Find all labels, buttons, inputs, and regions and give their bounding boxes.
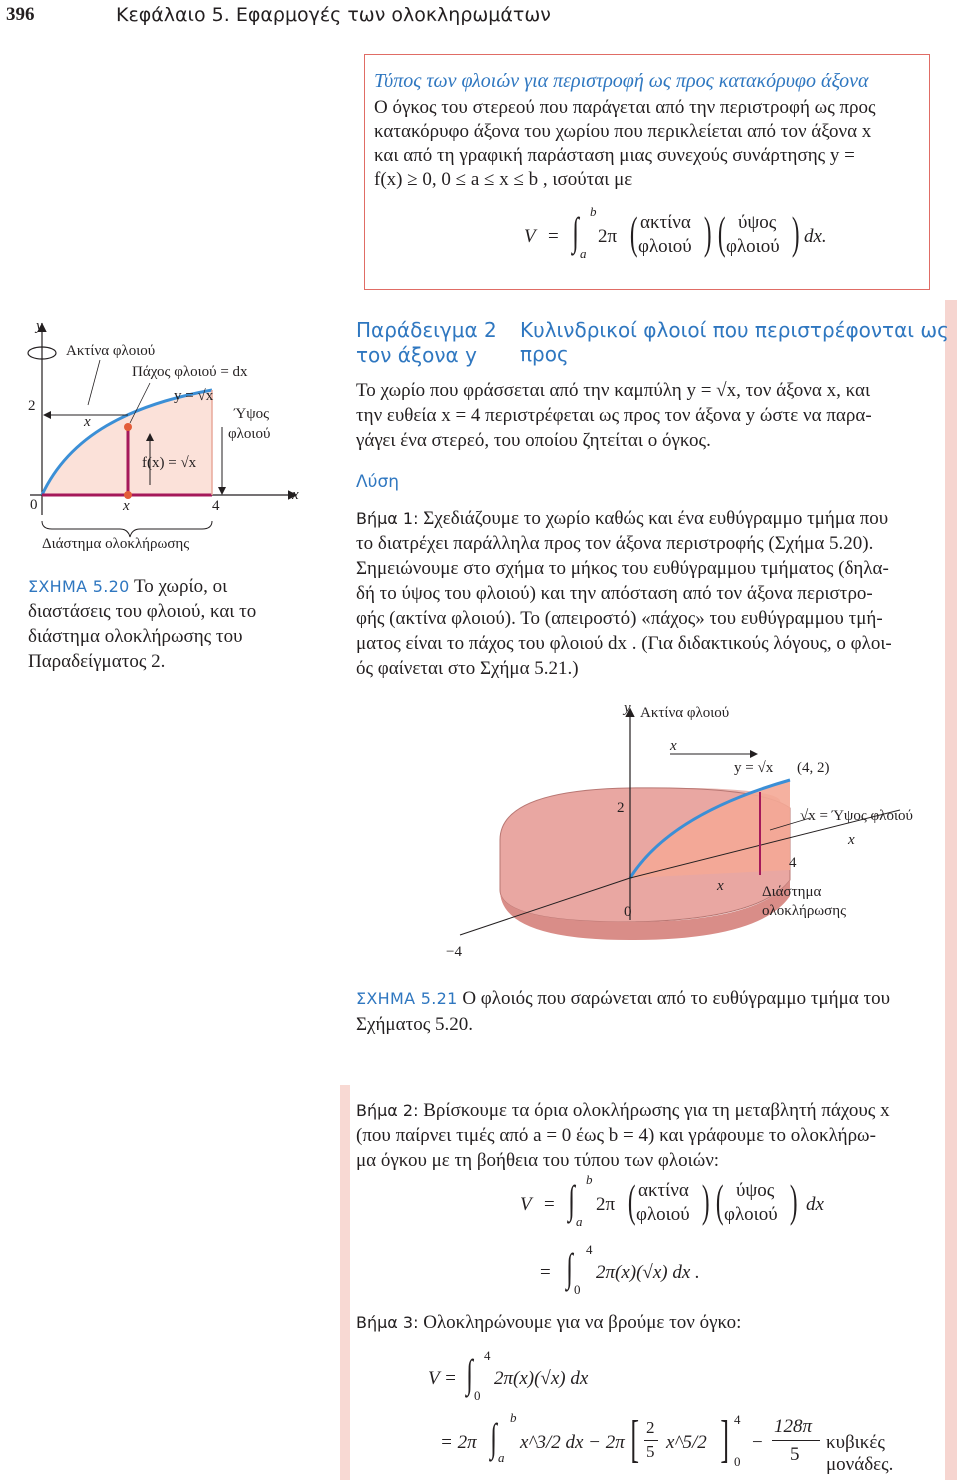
- fig520-zero: 0: [30, 497, 38, 513]
- paren-close: ): [791, 207, 800, 258]
- formula-tail: dx: [806, 1194, 824, 1215]
- fig520-height-label-b: φλοιού: [228, 426, 271, 442]
- step1-line: ός φαίνεται στο Σχήμα 5.21.): [356, 658, 579, 679]
- integral-sign: ∫: [490, 1415, 497, 1460]
- fraction-numerator: 2: [646, 1418, 655, 1437]
- formula-eq: =: [540, 1262, 551, 1283]
- paren-close: ): [789, 1175, 798, 1226]
- fig521-height-label: √x = Ύψος φλοιού: [800, 808, 913, 824]
- step1-line: το διατρέχει παράλληλα προς τον άξονα περιστροφής (Σχήμα 5.20).: [356, 533, 874, 554]
- integral-upper: b: [586, 1172, 593, 1187]
- integral-upper: 4: [484, 1348, 491, 1363]
- integral-sign: ∫: [466, 1351, 473, 1396]
- fig521-minus-four: −4: [446, 944, 462, 960]
- fig520-fx-label: f(x) = √x: [142, 455, 197, 471]
- integral-upper: b: [590, 204, 597, 219]
- formula-eq: =: [548, 226, 559, 247]
- fig521-two: 2: [617, 800, 625, 816]
- step1-block: [356, 506, 946, 681]
- radius-leader: [88, 360, 100, 405]
- figure-5-20: [0, 315, 330, 555]
- bracket-lower: 0: [734, 1454, 741, 1469]
- fig521-four: 4: [789, 855, 797, 871]
- formula-tail: dx.: [804, 226, 827, 247]
- fig520-y-label: y: [36, 318, 43, 334]
- step2-block: [356, 1098, 946, 1173]
- running-head: Κεφάλαιο 5. Εφαρμογές των ολοκληρωμάτων: [116, 4, 551, 26]
- integral-sign: ∫: [572, 209, 579, 254]
- fig521-y-label: y: [624, 700, 631, 716]
- paren-close: ): [701, 1175, 710, 1226]
- factor: 2π: [596, 1194, 616, 1215]
- integral-upper: 4: [586, 1242, 593, 1257]
- height-bottom: φλοιού: [724, 1204, 778, 1225]
- box-line: Ο όγκος του στερεού που παράγεται από την περιστροφή ως προς: [374, 97, 876, 118]
- height-top: ύψος: [738, 212, 777, 233]
- example-heading: Παράδειγμα 2: [356, 318, 497, 342]
- fig520-x-axis-label: x: [292, 487, 299, 503]
- power-term: x^5/2: [666, 1432, 707, 1453]
- step1-line: φής (ακτίνα φλοιού). Το (απειροστό) «πάχος» του ευθύγραμμου τμή-: [356, 608, 883, 629]
- box-title: Τύπος των φλοιών για περιστροφή ως προς κατακόρυφο άξονα: [374, 70, 869, 92]
- fig521-radius-label: Ακτίνα φλοιού: [640, 705, 730, 721]
- step3-formula-1: [428, 1348, 728, 1406]
- box-formula: [520, 204, 920, 276]
- bracket-upper: 4: [734, 1412, 741, 1427]
- result-numerator: 128π: [774, 1416, 813, 1437]
- step2-formula-2: [540, 1242, 840, 1300]
- fig520-four: 4: [212, 498, 220, 514]
- step3-block: [356, 1310, 946, 1335]
- formula-eq: =: [544, 1194, 555, 1215]
- integral-sign: ∫: [568, 1177, 575, 1222]
- fraction-bar: [644, 1440, 658, 1441]
- fig520-caption-text: διαστάσεις του φλοιού, και το: [28, 601, 257, 622]
- integral-upper: b: [510, 1410, 517, 1425]
- fraction-denominator: 5: [646, 1442, 655, 1461]
- step3-formula-2: [440, 1410, 940, 1475]
- step1-line: Σημειώνουμε στο σχήμα το μήκος του ευθύγραμμου τμήματος (δηλα-: [356, 558, 889, 579]
- figure-5-21: [430, 700, 930, 970]
- step2-line: Βρίσκουμε τα όρια ολοκλήρωσης για τη μεταβλητή πάχους x: [423, 1100, 890, 1121]
- radius-top: ακτίνα: [640, 212, 691, 233]
- step2-line: μα όγκου με τη βοήθεια του τύπου των φλοιών:: [356, 1150, 720, 1171]
- step1-label: Βήμα 1:: [356, 509, 419, 528]
- radius-bottom: φλοιού: [636, 1204, 690, 1225]
- fig521-curve-label: y = √x: [734, 760, 774, 776]
- statement-line: Το χωρίο που φράσσεται από την καμπύλη y = √x, τον άξονα x, και: [356, 380, 871, 401]
- factor: 2π: [598, 226, 618, 247]
- fig520-x-tick: x: [123, 498, 130, 514]
- result-bar: [772, 1440, 820, 1441]
- statement-line: γάγει ένα στερεό, του οποίου ζητείται ο όγκος.: [356, 430, 711, 451]
- fig521-x-bottom: x: [717, 878, 724, 894]
- fig520-x-mark: x: [84, 414, 91, 430]
- bracket-open: [: [630, 1411, 639, 1468]
- height-bottom: φλοιού: [726, 236, 780, 257]
- paren-open: (: [715, 1175, 724, 1226]
- box-line: κατακόρυφο άξονα του χωρίου που περικλείεται από τον άξονα x: [374, 121, 872, 142]
- fig520-radius-label: Ακτίνα φλοιού: [66, 343, 156, 359]
- fig520-caption-text: Το χωρίο, οι: [133, 576, 228, 597]
- step1-line: ματος είναι το πάχος του φλοιού dx . (Για διδακτικούς λόγους, ο φλοι-: [356, 633, 892, 654]
- fig520-thickness-label: Πάχος φλοιού = dx: [132, 364, 248, 380]
- interval-brace: [42, 521, 212, 537]
- fig521-x-right: x: [848, 832, 855, 848]
- formula-lhs: V: [520, 1194, 532, 1215]
- integral-lower: a: [498, 1450, 505, 1465]
- result-denominator: 5: [790, 1444, 800, 1465]
- fig521-x-top: x: [670, 738, 677, 754]
- formula-body: 2π(x)(√x) dx: [494, 1368, 589, 1389]
- radius-bottom: φλοιού: [638, 236, 692, 257]
- integral-sign: ∫: [566, 1245, 573, 1290]
- formula-lhs: V =: [428, 1368, 457, 1389]
- statement-line: την ευθεία x = 4 περιστρέφεται ως προς τον άξονα y ώστε να παρα-: [356, 405, 872, 426]
- fig521-point-label: (4, 2): [797, 760, 830, 776]
- fig521-interval-a: Διάστημα: [762, 884, 822, 900]
- solution-label: Λύση: [356, 472, 400, 492]
- integral-lower: 0: [474, 1388, 481, 1403]
- step3-text: Ολοκληρώνουμε για να βρούμε τον όγκο:: [423, 1312, 742, 1333]
- fig520-interval-label: Διάστημα ολοκλήρωσης: [42, 536, 190, 552]
- result-unit: κυβικές μονάδες.: [826, 1432, 894, 1475]
- height-top: ύψος: [736, 1180, 775, 1201]
- formula-body: 2π(x)(√x) dx .: [596, 1262, 700, 1283]
- minus-sign: −: [752, 1432, 763, 1453]
- fig521-zero: 0: [624, 904, 632, 920]
- fig520-height-label-a: Ύψος: [234, 406, 270, 422]
- fig521-interval-b: ολοκλήρωσης: [762, 903, 847, 919]
- fig520-curve-label: y = √x: [174, 388, 214, 404]
- step1-line: δή το ύψος του φλοιού) και την απόσταση από τον άξονα περιστρο-: [356, 583, 873, 604]
- step3-label: Βήμα 3:: [356, 1313, 419, 1332]
- example-title-1: Κυλινδρικοί φλοιοί που περιστρέφονται ως προς: [520, 318, 949, 366]
- fig521-caption: [356, 986, 946, 1038]
- fig520-caption-label: ΣΧΗΜΑ 5.20: [28, 577, 130, 596]
- integral-lower: 0: [574, 1282, 581, 1297]
- box-line: και από τη γραφική παράσταση μιας συνεχούς συνάρτησης y =: [374, 145, 855, 166]
- radius-top: ακτίνα: [638, 1180, 689, 1201]
- fig520-caption-text: Παραδείγματος 2.: [28, 651, 166, 672]
- formula-lhs: V: [524, 226, 536, 247]
- paren-close: ): [703, 207, 712, 258]
- fig520-caption: [28, 574, 328, 674]
- step2-formula-1: [520, 1172, 940, 1240]
- step2-line: (που παίρνει τιμές από a = 0 έως b = 4) και γράφουμε το ολοκλήρω-: [356, 1125, 876, 1146]
- example-statement: [356, 378, 946, 453]
- left-margin-bar: [340, 1085, 350, 1480]
- formula-body: x^3/2 dx − 2π: [520, 1432, 625, 1453]
- integral-lower: a: [576, 1214, 583, 1229]
- step1-line: Σχεδιάζουμε το χωρίο καθώς και ένα ευθύγραμμο τμήμα που: [423, 508, 889, 529]
- example-title-2: τον άξονα y: [356, 343, 477, 367]
- fig520-caption-text: διάστημα ολοκλήρωσης του: [28, 626, 243, 647]
- integral-lower: a: [580, 246, 587, 261]
- box-line: f(x) ≥ 0, 0 ≤ a ≤ x ≤ b , ισούται με: [374, 169, 633, 190]
- paren-open: (: [629, 207, 638, 258]
- fig521-caption-label: ΣΧΗΜΑ 5.21: [356, 989, 458, 1008]
- fig521-caption-text: Σχήματος 5.20.: [356, 1014, 473, 1035]
- fig521-caption-text: Ο φλοιός που σαρώνεται από το ευθύγραμμο τμήμα του: [462, 988, 891, 1009]
- paren-open: (: [627, 1175, 636, 1226]
- right-margin-bar: [945, 300, 957, 1480]
- bracket-close: ]: [720, 1411, 729, 1468]
- page-number: 396: [6, 4, 35, 25]
- formula-lhs: = 2π: [440, 1432, 477, 1453]
- fig520-two: 2: [28, 398, 36, 414]
- paren-open: (: [717, 207, 726, 258]
- curve-point: [124, 423, 132, 431]
- step2-label: Βήμα 2:: [356, 1101, 419, 1120]
